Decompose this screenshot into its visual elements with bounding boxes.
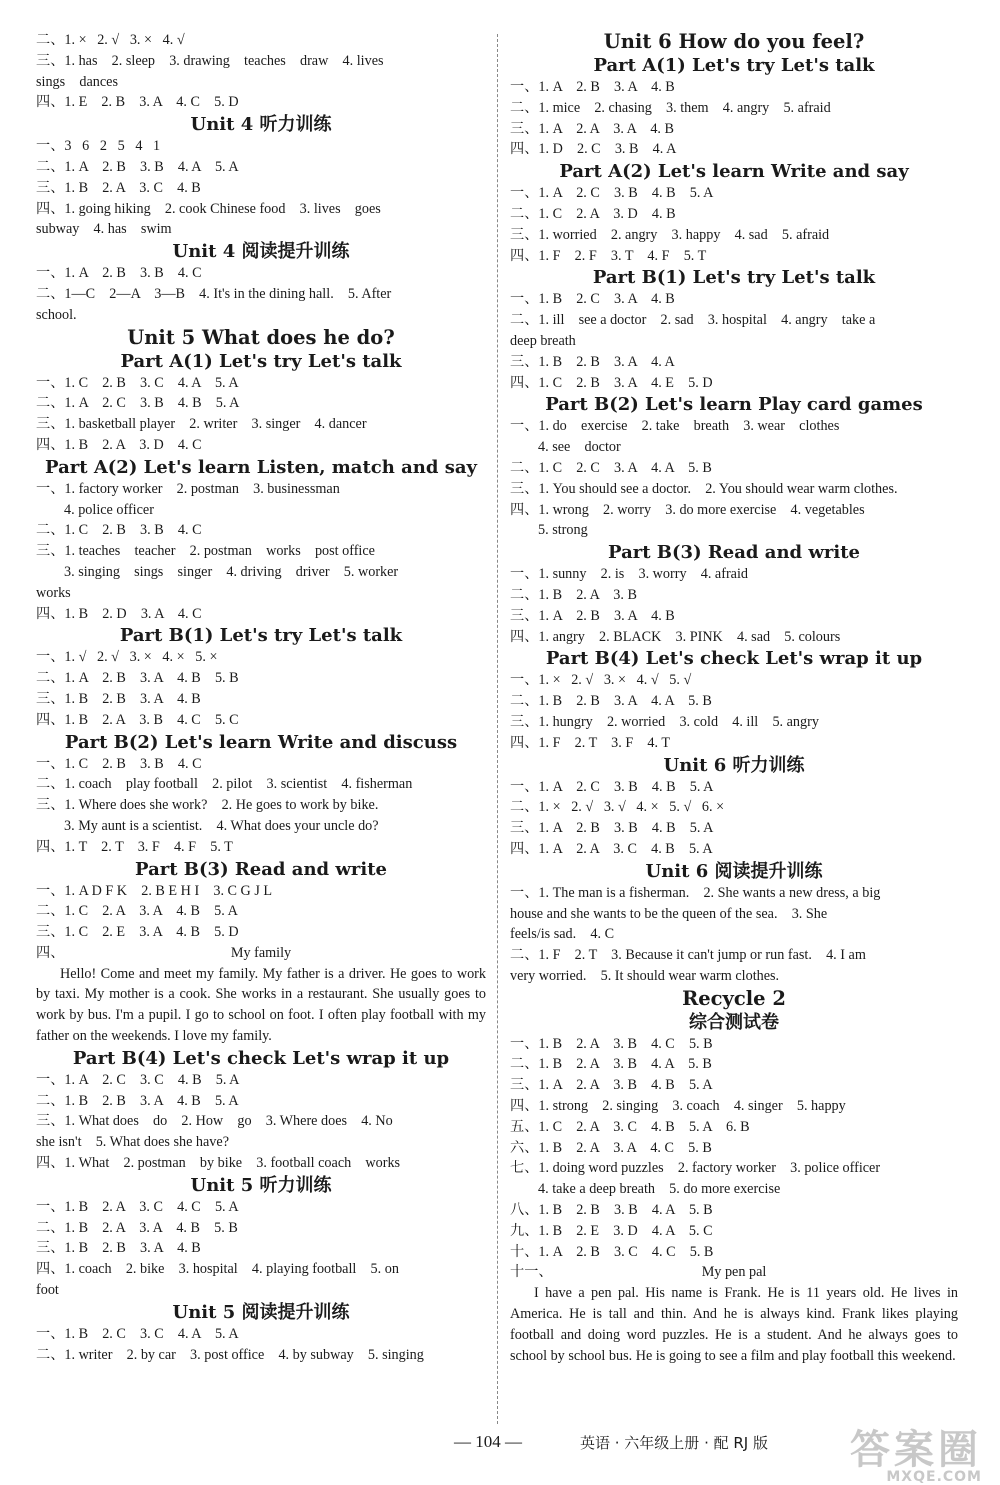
section-heading: Part B(1) Let's try Let's talk <box>119 625 403 647</box>
answer-line: 八、1. B 2. B 3. B 4. A 5. B <box>510 1202 713 1219</box>
answer-line: 十、1. A 2. B 3. C 4. C 5. B <box>510 1243 714 1260</box>
answer-line: 一、1. A 2. C 3. B 4. B 5. A <box>510 185 714 202</box>
answer-line: 三、1. A 2. B 3. B 4. B 5. A <box>510 820 714 837</box>
answer-line: 5. strong <box>538 522 588 539</box>
answer-line: 二、1. B 2. A 3. B <box>510 586 637 603</box>
answer-line: 四、1. B 2. D 3. A 4. C <box>36 605 202 622</box>
section-heading: Unit 6 阅读提升训练 <box>645 860 823 882</box>
section-heading: Unit 6 听力训练 <box>663 754 805 776</box>
section-heading: Part B(3) Read and write <box>608 542 860 564</box>
answer-line: 二、1. mice 2. chasing 3. them 4. angry 5. afraid <box>510 99 831 116</box>
section-heading: Part B(4) Let's check Let's wrap it up <box>545 648 923 670</box>
answer-line: 三、1. B 2. A 3. C 4. B <box>36 179 201 196</box>
answer-line: 4. police officer <box>64 501 154 518</box>
answer-line: 3. My aunt is a scientist. 4. What does your uncle do? <box>64 817 379 834</box>
unit-heading: Unit 5 What does he do? <box>127 325 395 349</box>
essay-paragraph: Hello! Come and meet my family. My father is a driver. He goes to work by taxi. My mother is a cook. She works in a restaurant. She usually goes to work by bus. I'm a pupil. I go to school on foot. I often play football with my father on the weekends. I love my family. <box>36 965 486 1045</box>
answer-line: 二、1. A 2. B 3. B 4. A 5. A <box>36 158 239 175</box>
answer-line: 一、1. A 2. B 3. B 4. C <box>36 265 202 282</box>
essay-title-line <box>510 1262 958 1283</box>
answer-line: 三、1. A 2. A 3. A 4. B <box>510 120 674 137</box>
left-column <box>36 30 486 1365</box>
answer-line: 三、1. C 2. E 3. A 4. B 5. D <box>36 924 239 941</box>
answer-line: 二、1. writer 2. by car 3. post office 4. by subway 5. singing <box>36 1346 424 1363</box>
answer-line: 4. take a deep breath 5. do more exercise <box>538 1181 781 1198</box>
answer-line: 二、1. C 2. B 3. B 4. C <box>36 522 202 539</box>
answer-line: 二、1. C 2. C 3. A 4. A 5. B <box>510 459 712 476</box>
answer-line: 一、1. B 2. C 3. C 4. A 5. A <box>36 1325 239 1342</box>
answer-line: 二、1. A 2. C 3. B 4. B 5. A <box>36 395 240 412</box>
answer-line: 四、1. strong 2. singing 3. coach 4. singer 5. happy <box>510 1098 846 1115</box>
answer-line: 一、3 6 2 5 4 1 <box>36 138 161 155</box>
answer-line: 四、1. wrong 2. worry 3. do more exercise 4. vegetables <box>510 501 865 518</box>
answer-line: subway 4. has swim <box>36 221 172 238</box>
answer-line: 三、1. hungry 2. worried 3. cold 4. ill 5. angry <box>510 713 819 730</box>
answer-line: 五、1. C 2. A 3. C 4. B 5. A 6. B <box>510 1118 750 1135</box>
answer-line: 一、1. A 2. C 3. B 4. B 5. A <box>510 778 714 795</box>
answer-line: 四、1. B 2. A 3. D 4. C <box>36 436 202 453</box>
answer-line: 一、1. B 2. A 3. C 4. C 5. A <box>36 1198 239 1215</box>
section-heading: Part B(2) Let's learn Play card games <box>545 394 923 416</box>
answer-line: 二、1—C 2—A 3—B 4. It's in the dining hall. 5. After <box>36 285 392 302</box>
unit-heading: Recycle 2 <box>682 986 786 1010</box>
book-title: 英语 · 六年级上册 · 配 RJ 版 <box>580 1434 768 1452</box>
answer-line: 四、1. What 2. postman by bike 3. football coach works <box>36 1155 401 1172</box>
answer-line: house and she wants to be the queen of the sea. 3. She <box>510 905 828 922</box>
answer-line: school. <box>36 306 77 323</box>
answer-line: feels/is sad. 4. C <box>510 926 615 943</box>
section-heading: Part B(4) Let's check Let's wrap it up <box>72 1047 450 1069</box>
answer-line: 二、1. C 2. A 3. D 4. B <box>510 205 676 222</box>
answer-line: 4. see doctor <box>538 439 621 456</box>
answer-line: 二、1. × 2. √ 3. × 4. √ <box>36 32 185 48</box>
essay-title: My family <box>230 944 292 961</box>
answer-line: 一、1. The man is a fisherman. 2. She wants a new dress, a big <box>510 884 881 901</box>
answer-line: 四、1. angry 2. BLACK 3. PINK 4. sad 5. colours <box>510 628 841 645</box>
answer-line: 四、1. F 2. F 3. T 4. F 5. T <box>510 247 707 264</box>
answer-line: 一、1. × 2. √ 3. × 4. √ 5. √ <box>510 672 692 689</box>
section-heading: Unit 5 听力训练 <box>190 1174 332 1196</box>
answer-line: 二、1. B 2. B 3. A 4. B 5. A <box>36 1092 239 1109</box>
answer-line: 四、1. A 2. A 3. C 4. B 5. A <box>510 840 713 857</box>
answer-line: 六、1. B 2. A 3. A 4. C 5. B <box>510 1139 712 1156</box>
answer-line: 二、1. coach play football 2. pilot 3. scientist 4. fisherman <box>36 776 413 793</box>
answer-line: 三、1. You should see a doctor. 2. You should wear warm clothes. <box>510 480 898 497</box>
answer-line: 二、1. B 2. A 3. A 4. B 5. B <box>36 1219 238 1236</box>
answer-line: 三、1. basketball player 2. writer 3. singer 4. dancer <box>36 416 367 433</box>
answer-line: 一、1. A 2. B 3. A 4. B <box>510 79 675 95</box>
answer-line: 一、1. B 2. A 3. B 4. C 5. B <box>510 1035 713 1052</box>
section-heading: Unit 4 阅读提升训练 <box>172 241 350 263</box>
section-heading: Unit 5 阅读提升训练 <box>172 1301 350 1323</box>
question-number: 四、 <box>36 944 65 961</box>
answer-line: 三、1. worried 2. angry 3. happy 4. sad 5. afraid <box>510 226 830 243</box>
answer-line: 一、1. do exercise 2. take breath 3. wear clothes <box>510 418 840 435</box>
essay-title: My pen pal <box>701 1264 767 1281</box>
answer-line: 三、1. A 2. B 3. A 4. B <box>510 607 675 624</box>
answer-line: 四、1. T 2. T 3. F 4. F 5. T <box>36 838 233 855</box>
answer-line: 二、1. C 2. A 3. A 4. B 5. A <box>36 903 238 920</box>
answer-line: 九、1. B 2. E 3. D 4. A 5. C <box>510 1222 713 1239</box>
answer-line: 四、1. B 2. A 3. B 4. C 5. C <box>36 711 239 728</box>
section-heading: Part A(1) Let's try Let's talk <box>120 350 402 372</box>
essay-paragraph: I have a pen pal. His name is Frank. He is 11 years old. He lives in America. He is tall and thin. And he is always kind. Frank likes playing football and doing word puzzles. He is a student. And he always goes to school by school bus. He is going to see a film and play football this weekend. <box>510 1285 958 1364</box>
answer-line: 四、1. coach 2. bike 3. hospital 4. playing football 5. on <box>36 1261 399 1278</box>
answer-line: 3. singing sings singer 4. driving driver 5. worker <box>64 563 399 580</box>
answer-line: 三、1. has 2. sleep 3. drawing teaches draw 4. lives <box>36 52 384 69</box>
answer-line: 三、1. B 2. B 3. A 4. B <box>36 690 201 707</box>
answer-line: 四、1. D 2. C 3. B 4. A <box>510 141 677 158</box>
answer-line: 三、1. A 2. A 3. B 4. B 5. A <box>510 1077 713 1094</box>
watermark-url: MXQE.COM <box>886 1469 982 1485</box>
answer-line: 三、1. What does do 2. How go 3. Where does 4. No <box>36 1113 393 1130</box>
answer-line: 四、1. F 2. T 3. F 4. T <box>510 734 671 751</box>
answer-line: 四、1. going hiking 2. cook Chinese food 3. lives goes <box>36 200 381 217</box>
answer-line: 四、1. E 2. B 3. A 4. C 5. D <box>36 94 239 111</box>
answer-line: 二、1. × 2. √ 3. √ 4. × 5. √ 6. × <box>510 799 725 816</box>
section-heading: Part A(2) Let's learn Write and say <box>559 161 909 183</box>
answer-line: 一、1. A 2. C 3. C 4. B 5. A <box>36 1071 240 1088</box>
section-heading: Part B(3) Read and write <box>135 858 387 880</box>
section-heading: Part B(1) Let's try Let's talk <box>592 267 876 289</box>
answer-line: sings dances <box>36 73 118 90</box>
section-heading: Part A(2) Let's learn Listen, match and say <box>45 456 477 478</box>
answer-line: 二、1. B 2. B 3. A 4. A 5. B <box>510 693 712 710</box>
answer-line: 一、1. C 2. B 3. C 4. A 5. A <box>36 374 239 391</box>
essay-title-line <box>36 943 486 964</box>
answer-line: 三、1. teaches teacher 2. postman works post office <box>36 543 375 560</box>
unit-heading: Unit 6 How do you feel? <box>603 30 865 53</box>
answer-line: works <box>36 584 71 601</box>
section-heading: Unit 4 听力训练 <box>190 114 332 136</box>
answer-line: 二、1. F 2. T 3. Because it can't jump or run fast. 4. I am <box>510 947 866 964</box>
answer-line: 三、1. B 2. B 3. A 4. B <box>36 1240 201 1257</box>
answer-line: 一、1. B 2. C 3. A 4. B <box>510 291 675 308</box>
answer-line: 一、1. sunny 2. is 3. worry 4. afraid <box>510 566 749 583</box>
section-heading: Part B(2) Let's learn Write and discuss <box>64 731 458 753</box>
answer-line: 四、1. C 2. B 3. A 4. E 5. D <box>510 374 713 391</box>
answer-line: 三、1. Where does she work? 2. He goes to work by bike. <box>36 797 379 814</box>
watermark-logo <box>850 1418 982 1485</box>
right-column <box>510 30 958 1366</box>
answer-line: 一、1. C 2. B 3. B 4. C <box>36 755 202 772</box>
answer-line: 七、1. doing word puzzles 2. factory worker 3. police officer <box>510 1160 881 1177</box>
column-divider <box>497 34 498 1424</box>
answer-line: 二、1. ill see a doctor 2. sad 3. hospital 4. angry take a <box>510 312 876 329</box>
page-number: — 104 — <box>454 1432 522 1451</box>
answer-line: 三、1. B 2. B 3. A 4. A <box>510 353 675 370</box>
question-number: 十一、 <box>510 1264 553 1281</box>
answer-line: 一、1. factory worker 2. postman 3. businessman <box>36 480 340 497</box>
answer-line: 一、1. √ 2. √ 3. × 4. × 5. × <box>36 649 218 666</box>
answer-line: 二、1. A 2. B 3. A 4. B 5. B <box>36 670 239 687</box>
section-heading: Part A(1) Let's try Let's talk <box>593 55 875 76</box>
answer-line: 二、1. B 2. A 3. B 4. A 5. B <box>510 1056 712 1073</box>
watermark-text: 答案圈 <box>850 1427 982 1473</box>
answer-line: very worried. 5. It should wear warm clothes. <box>510 967 780 984</box>
answer-line: she isn't 5. What does she have? <box>36 1134 229 1151</box>
answer-line: foot <box>36 1282 59 1299</box>
answer-line: deep breath <box>510 332 576 349</box>
answer-line: 一、1. A D F K 2. B E H I 3. C G J L <box>36 882 273 899</box>
section-heading: 综合测试卷 <box>689 1011 779 1033</box>
